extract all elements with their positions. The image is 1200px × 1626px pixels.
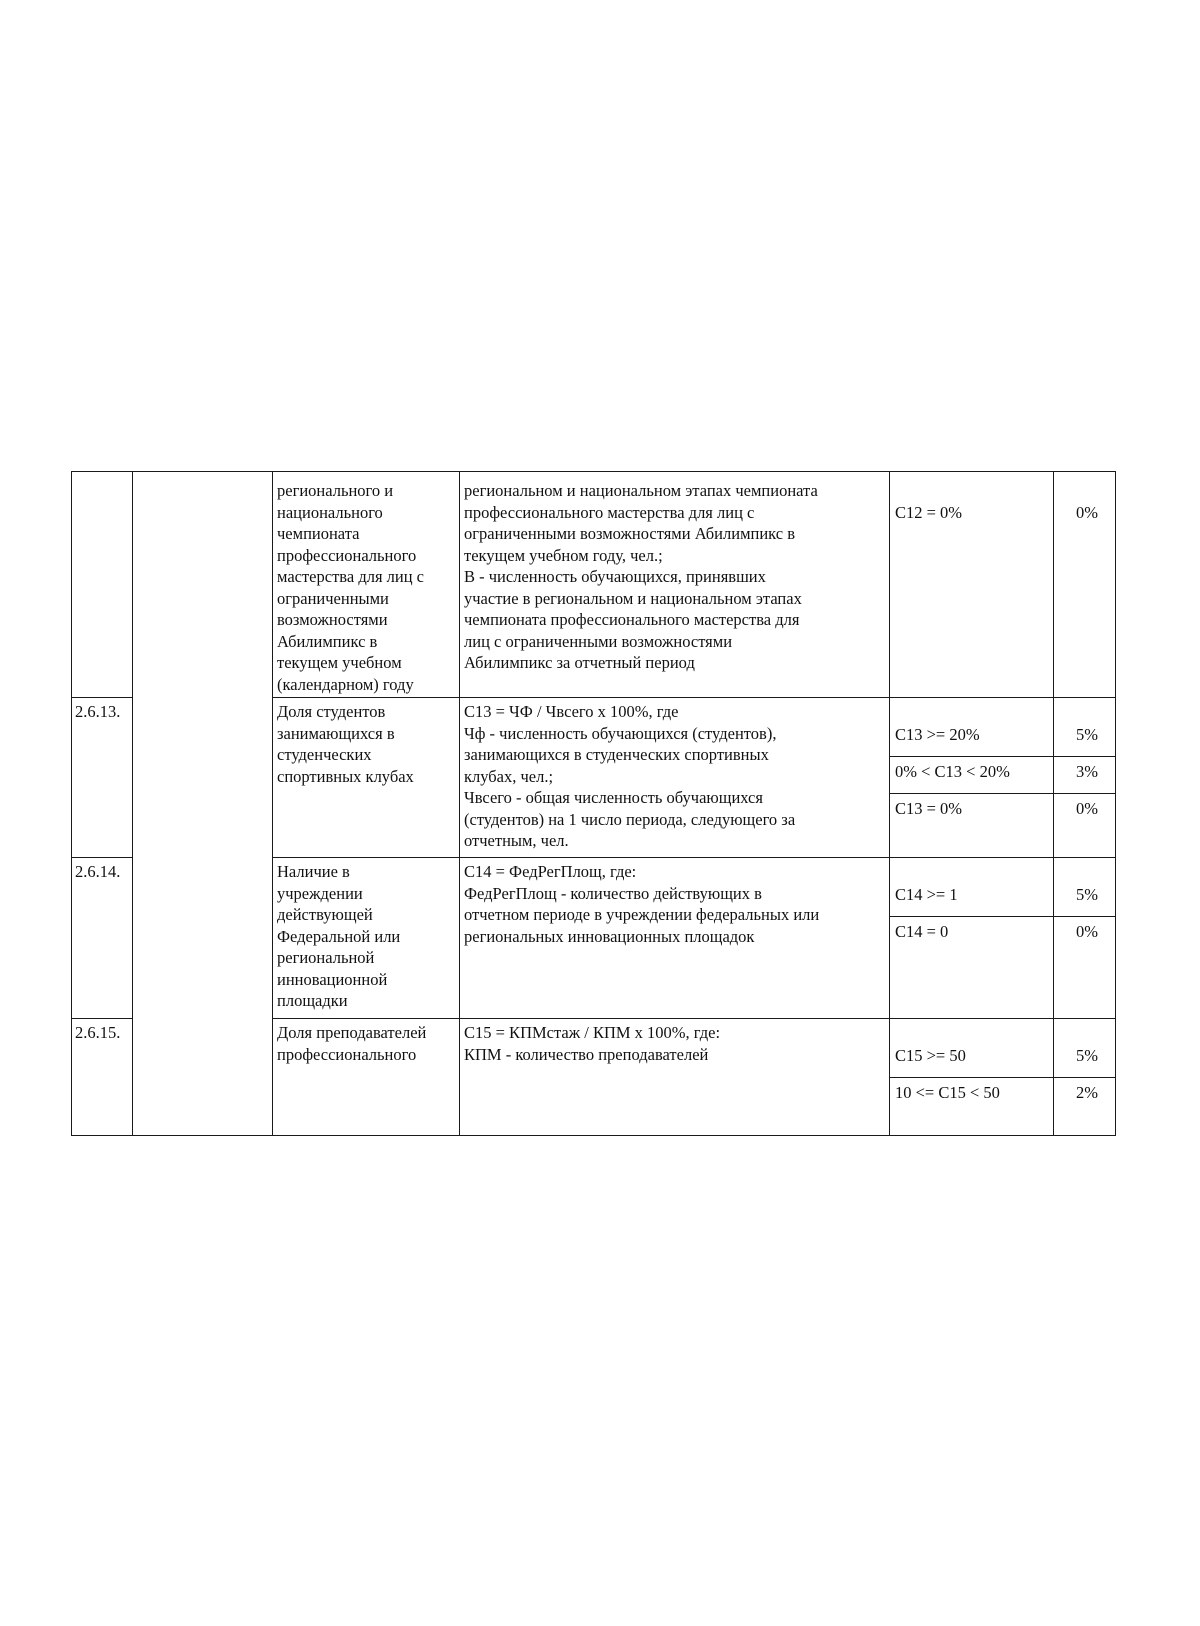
score: 0%	[1054, 916, 1115, 953]
criterion: 0% < С13 < 20%	[890, 756, 1053, 793]
criteria-table	[71, 471, 1116, 1136]
row-number: 2.6.15.	[72, 1019, 133, 1136]
score-cell	[1054, 858, 1116, 1019]
row-number: 2.6.14.	[72, 858, 133, 1019]
criterion: С14 >= 1	[895, 884, 958, 904]
criterion: С12 = 0%	[895, 502, 963, 522]
score-cell	[1054, 472, 1116, 698]
criteria-cell	[890, 858, 1054, 1019]
score-cell	[1054, 1019, 1116, 1136]
criteria-cell	[890, 472, 1054, 698]
formula-cell: С13 = ЧФ / Чвсего х 100%, где Чф - численность обучающихся (студентов), занимающихся в студенческих спортивных клубах, чел.; Чвсего - общая численность обучающихся (студентов) на 1 число периода, следующего за отчетным, чел.	[460, 698, 890, 858]
formula-cell: С14 = ФедРегПлощ, где: ФедРегПлощ - количество действующих в отчетном периоде в учреждении федеральных или региональных инновационных площадок	[460, 858, 890, 1019]
indicator-cell: Доля студентов занимающихся в студенческих спортивных клубах	[273, 698, 460, 858]
row-number: 2.6.13.	[72, 698, 133, 858]
score: 5%	[1076, 884, 1098, 904]
formula-cell: С15 = КПМстаж / КПМ х 100%, где: КПМ - количество преподавателей	[460, 1019, 890, 1136]
indicator-cell: Доля преподавателей профессионального	[273, 1019, 460, 1136]
score: 5%	[1076, 724, 1098, 744]
formula-cell: региональном и национальном этапах чемпионата профессионального мастерства для лиц с ограниченными возможностями Абилимпикс в текущем учебном году, чел.; В - численность обучающихся, принявших участие в региональном и национальном этапах чемпионата профессионального мастерства для лиц с ограниченными возможностями Абилимпикс за отчетный период	[460, 472, 890, 698]
table-row	[72, 472, 1116, 698]
criterion: С15 >= 50	[895, 1045, 966, 1065]
indicator-cell: Наличие в учреждении действующей Федеральной или региональной инновационной площадки	[273, 858, 460, 1019]
criteria-cell	[890, 1019, 1054, 1136]
criteria-cell	[890, 698, 1054, 858]
score-cell	[1054, 698, 1116, 858]
score: 0%	[1076, 502, 1098, 522]
score: 3%	[1054, 756, 1115, 793]
indicator-cell: регионального и национального чемпионата профессионального мастерства для лиц с ограниченными возможностями Абилимпикс в текущем учебном (календарном) году	[273, 472, 460, 698]
criterion: 10 <= С15 < 50	[890, 1077, 1053, 1114]
score: 2%	[1054, 1077, 1115, 1114]
criterion: С13 = 0%	[890, 793, 1053, 830]
score: 5%	[1076, 1045, 1098, 1065]
criterion: С14 = 0	[890, 916, 1053, 953]
group-cell	[133, 472, 273, 1136]
row-number	[72, 472, 133, 698]
score: 0%	[1054, 793, 1115, 830]
criterion: С13 >= 20%	[895, 724, 980, 744]
